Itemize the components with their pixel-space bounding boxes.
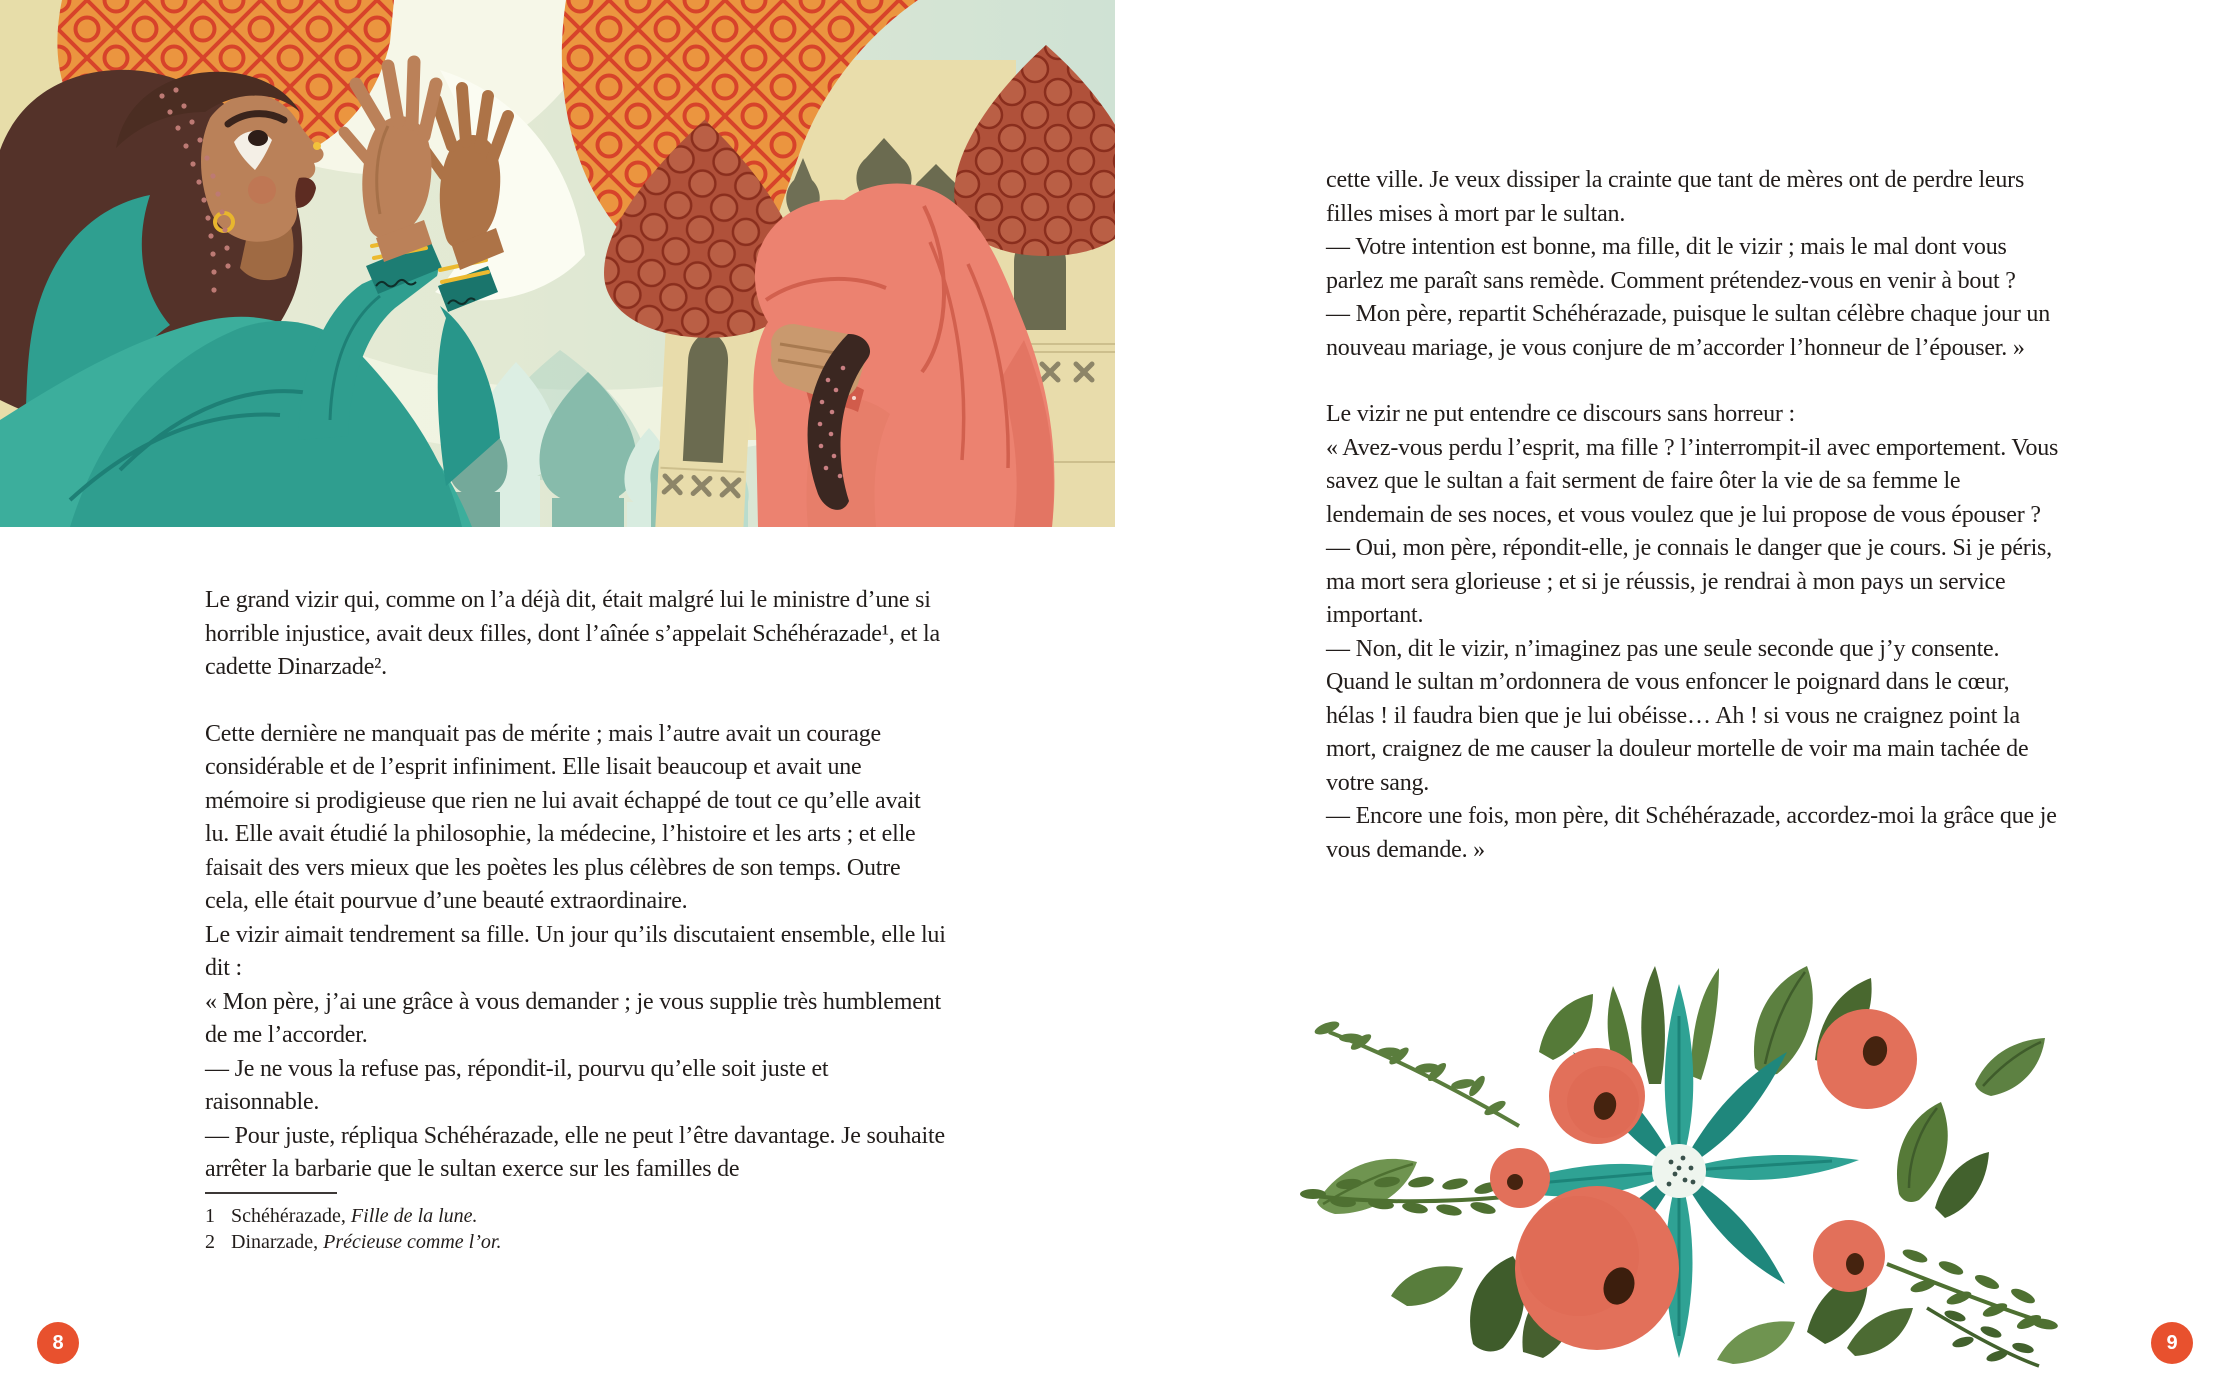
footnote: 2 Dinarzade, Précieuse comme l’or. bbox=[205, 1231, 502, 1253]
paragraph: Le vizir ne put entendre ce discours sans horreur : bbox=[1326, 401, 1795, 427]
paragraph: « Mon père, j’ai une grâce à vous demander ; je vous supplie très humblement de me l’accorder. bbox=[205, 988, 941, 1048]
right-page bbox=[1115, 0, 2230, 1400]
flower-bouquet-illustration bbox=[1287, 956, 2059, 1370]
paragraph: « Avez-vous perdu l’esprit, ma fille ? l’interrompit-il avec emportement. Vous savez que le sultan a fait serment de faire ôter la vie de sa femme le lendemain de ses noces, et vous voulez que je lui propose de vous épouser ? bbox=[1326, 434, 2059, 528]
page-number-right: 9 bbox=[2151, 1322, 2193, 1364]
paragraph: — Non, dit le vizir, n’imaginez pas une seule seconde que j’y consente. Quand le sultan m’ordonnera de vous enfoncer le poignard dans le cœur, hélas ! il faudra bien que je lui obéisse… Ah ! si vous ne craignez point la mort, craignez de me causer la douleur mortelle de voir ma main tachée de votre sang. bbox=[1326, 635, 2029, 796]
paragraph: Cette dernière ne manquait pas de mérite ; mais l’autre avait un courage considérable et de l’esprit infiniment. Elle lisait beaucoup et avait une mémoire si prodigieuse que rien ne lui avait échappé de tout ce qu’elle avait lu. Elle avait étudié la philosophie, la médecine, l’histoire et les arts ; et elle faisait des vers mieux que les poètes les plus célèbres de son temps. Outre cela, elle était pourvue d’une beauté extraordinaire. bbox=[205, 720, 921, 914]
footnote-rule bbox=[205, 1192, 337, 1194]
paragraph: — Oui, mon père, répondit-elle, je connais le danger que je cours. Si je péris, ma mort sera glorieuse ; et si je réussis, je rendrai à mon pays un service important. bbox=[1326, 535, 2052, 628]
paragraph: — Encore une fois, mon père, dit Schéhérazade, accordez-moi la grâce que je vous demande. » bbox=[1326, 803, 2057, 863]
footnote: 1 Schéhérazade, Fille de la lune. bbox=[205, 1205, 478, 1227]
paragraph: — Pour juste, répliqua Schéhérazade, elle ne peut l’être davantage. Je souhaite arrêter la barbarie que le sultan exerce sur les familles de bbox=[205, 1122, 945, 1182]
paragraph: Le vizir aimait tendrement sa fille. Un jour qu’ils discutaient ensemble, elle lui dit : bbox=[205, 921, 946, 981]
left-page-text bbox=[205, 584, 947, 1187]
paragraph: Le grand vizir qui, comme on l’a déjà dit, était malgré lui le ministre d’une si horrible injustice, avait deux filles, dont l’aînée s’appelait Schéhérazade¹, et la cadette Dinarzade². bbox=[205, 587, 940, 680]
paragraph: cette ville. Je veux dissiper la crainte que tant de mères ont de perdre leurs filles mises à mort par le sultan. bbox=[1326, 167, 2025, 227]
right-page-text bbox=[1326, 164, 2062, 867]
scheherazade-illustration bbox=[0, 0, 1115, 527]
paragraph: — Je ne vous la refuse pas, répondit-il, pourvu qu’elle soit juste et raisonnable. bbox=[205, 1055, 829, 1115]
paragraph: — Votre intention est bonne, ma fille, dit le vizir ; mais le mal dont vous parlez me paraît sans remède. Comment prétendez-vous en venir à bout ? bbox=[1326, 234, 2016, 294]
footnotes bbox=[205, 1192, 947, 1255]
page-number-left: 8 bbox=[37, 1322, 79, 1364]
paragraph: — Mon père, repartit Schéhérazade, puisque le sultan célèbre chaque jour un nouveau mariage, je vous conjure de m’accorder l’honneur de l’épouser. » bbox=[1326, 301, 2051, 361]
